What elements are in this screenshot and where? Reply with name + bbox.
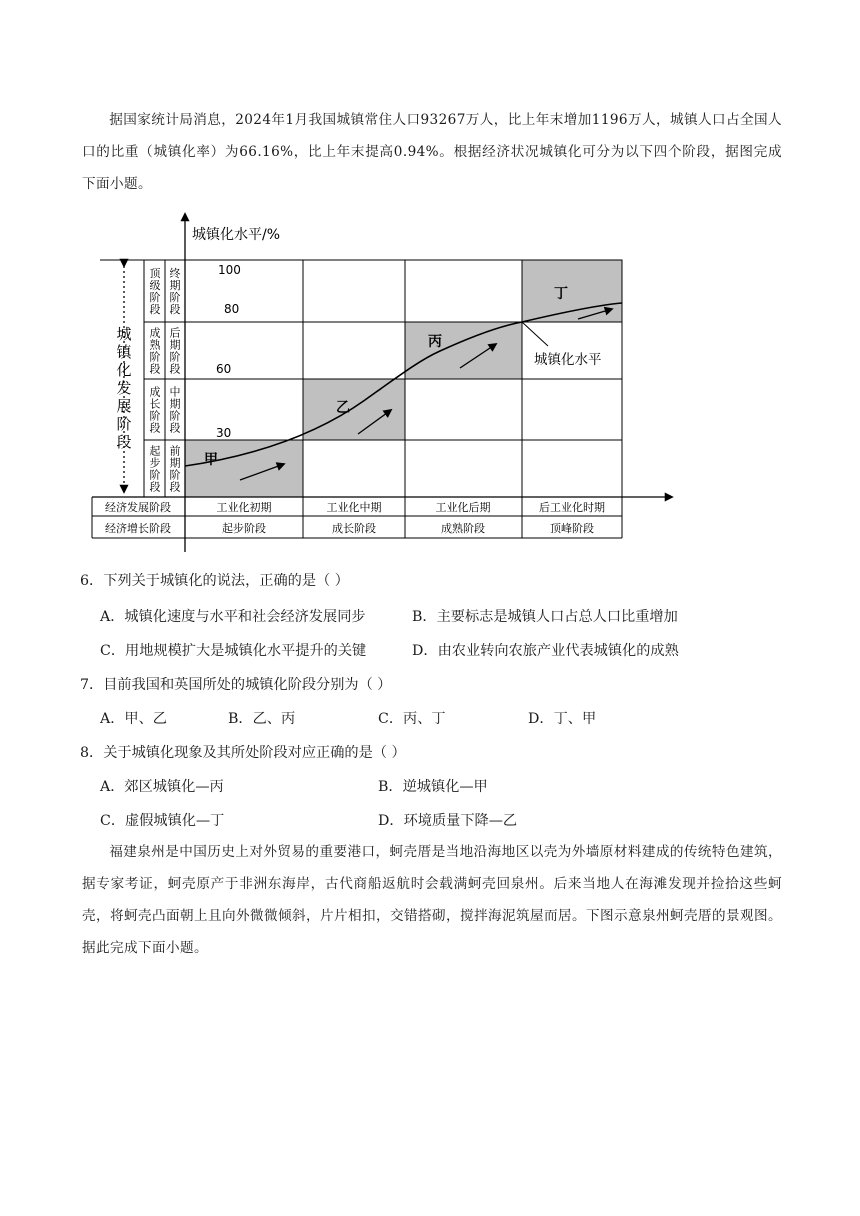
- region-ding: [522, 260, 622, 322]
- row2-cell-4: 顶峰阶段: [550, 522, 594, 535]
- row2-cell-1: 起步阶段: [222, 522, 266, 535]
- stage-col2-label-3: 中期阶段: [169, 385, 181, 435]
- y-axis-title: 城镇化水平/%: [192, 227, 281, 243]
- q7-option-b[interactable]: B．乙、丙: [228, 711, 296, 727]
- stage-col1-label-3: 成长阶段: [149, 385, 161, 435]
- q7-option-c[interactable]: C．丙、丁: [378, 711, 446, 727]
- left-axis-label-text: 城镇化发展阶段: [116, 325, 132, 451]
- left-axis-label: [116, 325, 132, 451]
- region-yi: [303, 379, 405, 440]
- region-bing: [405, 322, 522, 379]
- question-6-stem: 6．下列关于城镇化的说法，正确的是（ ）: [80, 573, 349, 589]
- y-tick-60: 60: [216, 362, 232, 376]
- stage-col2-label-1: 终期阶段: [169, 267, 181, 316]
- stage-col1-label-1: 顶级阶段: [149, 267, 161, 316]
- row1-cell-3: 工业化后期: [435, 501, 491, 514]
- region-label-jia: 甲: [204, 452, 218, 468]
- q6-option-b[interactable]: B．主要标志是城镇人口占总人口比重增加: [412, 609, 678, 625]
- row2-header: 经济增长阶段: [105, 522, 171, 535]
- row2-cell-2: 成长阶段: [332, 522, 376, 535]
- q6-option-a[interactable]: A．城镇化速度与水平和社会经济发展同步: [100, 609, 366, 625]
- passage-2-paragraph: 福建泉州是中国历史上对外贸易的重要港口，蚵壳厝是当地沿海地区以壳为外墙原材料建成的传统特色建筑，据专家考证，蚵壳原产于非洲东海岸，古代商船返航时会载满蚵壳回泉州。后来当地人在海滩发现并捡拾这些蚵壳，将蚵壳凸面朝上且向外微微倾斜，片片相扣，交错搭砌，搅拌海泥筑屋而居。下图示意泉州蚵壳厝的景观图。据此完成下面小题。: [82, 844, 782, 956]
- region-label-bing: 丙: [428, 334, 442, 350]
- q6-option-d[interactable]: D．由农业转向农旅产业代表城镇化的成熟: [412, 643, 679, 659]
- question-8-stem: 8．关于城镇化现象及其所处阶段对应正确的是（ ）: [80, 745, 406, 761]
- question-7-stem: 7．目前我国和英国所处的城镇化阶段分别为（ ）: [80, 677, 392, 693]
- q8-option-c[interactable]: C．虚假城镇化—丁: [100, 813, 225, 829]
- y-tick-100: 100: [218, 263, 241, 277]
- y-tick-30: 30: [216, 426, 232, 440]
- row1-cell-4: 后工业化时期: [539, 501, 605, 514]
- urbanization-stage-diagram: [0, 0, 860, 560]
- q8-option-a[interactable]: A．郊区城镇化—丙: [100, 779, 224, 795]
- stage-col2-label-4: 前期阶段: [169, 444, 181, 494]
- q8-option-b[interactable]: B．逆城镇化—甲: [378, 779, 488, 795]
- row1-cell-1: 工业化初期: [216, 501, 272, 514]
- q8-option-d[interactable]: D．环境质量下降—乙: [378, 813, 518, 829]
- curve-label: 城镇化水平: [534, 352, 602, 368]
- region-label-yi: 乙: [336, 400, 350, 416]
- q6-option-c[interactable]: C．用地规模扩大是城镇化水平提升的关键: [100, 643, 367, 659]
- intro-paragraph: 据国家统计局消息，2024年1月我国城镇常住人口93267万人，比上年末增加1196万人，城镇人口占全国人口的比重（城镇化率）为66.16%，比上年末提高0.94%。根据经济状况城镇化可分为以下四个阶段，据图完成下面小题。: [82, 112, 782, 192]
- q7-option-d[interactable]: D．丁、甲: [528, 711, 597, 727]
- stage-col1-label-4: 起步阶段: [149, 444, 161, 494]
- y-tick-80: 80: [224, 302, 240, 316]
- row1-cell-2: 工业化中期: [326, 501, 382, 514]
- stage-col1-label-2: 成熟阶段: [149, 326, 161, 376]
- curve-label-leader: [522, 322, 548, 346]
- region-jia: [185, 440, 303, 497]
- q7-option-a[interactable]: A．甲、乙: [100, 711, 167, 727]
- row1-header: 经济发展阶段: [105, 501, 171, 514]
- region-label-ding: 丁: [554, 286, 568, 302]
- stage-col2-label-2: 后期阶段: [169, 326, 181, 376]
- row2-cell-3: 成熟阶段: [441, 522, 485, 535]
